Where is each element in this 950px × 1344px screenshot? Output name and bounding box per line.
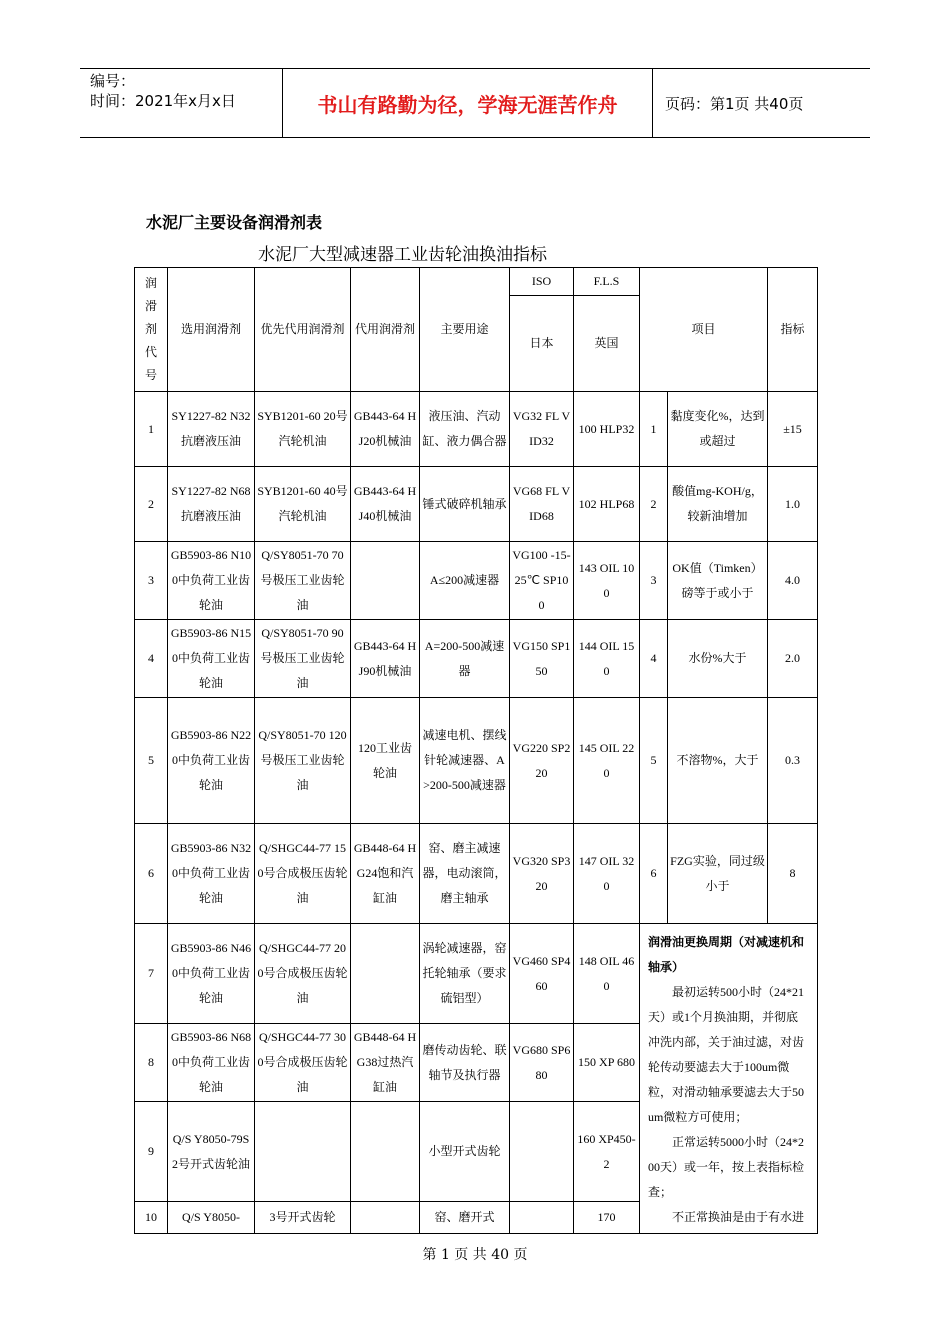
table-row: [135, 467, 818, 542]
table-row: [135, 924, 818, 1024]
table-row: [135, 698, 818, 824]
cell-selected: GB5903-86 N220中负荷工业齿轮油: [168, 698, 255, 824]
cell-usage: 锤式破碎机轴承: [420, 467, 510, 542]
header-japan: 日本: [510, 296, 574, 392]
cell-japan: VG150 SP150: [510, 620, 574, 698]
cell-selected: GB5903-86 N460中负荷工业齿轮油: [168, 924, 255, 1024]
oil-change-note: [640, 924, 818, 1234]
cell-uk: 150 XP 680: [574, 1024, 640, 1102]
cell-substitute: GB448-64 HG24饱和汽缸油: [351, 824, 420, 924]
cell-substitute: [351, 542, 420, 620]
cell-selected: GB5903-86 N320中负荷工业齿轮油: [168, 824, 255, 924]
cell-selected: Q/S Y8050-: [168, 1202, 255, 1234]
cell-substitute: 120工业齿轮油: [351, 698, 420, 824]
cell-substitute: [351, 1102, 420, 1202]
cell-japan: [510, 1102, 574, 1202]
header-fls: F.L.S: [574, 268, 640, 296]
cell-usage: 涡轮减速器，窑托轮轴承（要求硫铝型）: [420, 924, 510, 1024]
cell-index: 4.0: [768, 542, 818, 620]
cell-uk: 145 OIL 220: [574, 698, 640, 824]
cell-usage: 液压油、汽动缸、液力偶合器: [420, 392, 510, 467]
cell-code: 8: [135, 1024, 168, 1102]
header-page-info: 页码：第1页 共40页: [665, 94, 804, 113]
header-meta: [80, 69, 282, 137]
cell-usage: 窑、磨主减速器，电动滚筒，磨主轴承: [420, 824, 510, 924]
header-preferred: 优先代用润滑剂: [255, 268, 351, 392]
cell-uk: 147 OIL 320: [574, 824, 640, 924]
page-footer: 第 1 页 共 40 页: [422, 1247, 528, 1263]
cell-japan: VG68 FL VID68: [510, 467, 574, 542]
cell-index: 1.0: [768, 467, 818, 542]
table-row: [135, 392, 818, 467]
cell-selected: GB5903-86 N100中负荷工业齿轮油: [168, 542, 255, 620]
cell-preferred: Q/SY8051-70 90号极压工业齿轮油: [255, 620, 351, 698]
cell-substitute: GB448-64 HG38过热汽缸油: [351, 1024, 420, 1102]
cell-uk: 148 OIL 460: [574, 924, 640, 1024]
cell-japan: VG220 SP220: [510, 698, 574, 824]
cell-usage: 减速电机、摆线针轮减速器、A>200-500减速器: [420, 698, 510, 824]
note-paragraph: 正常运转5000小时（24*200天）或一年，按上表指标检查；: [648, 1135, 805, 1199]
cell-japan: [510, 1202, 574, 1234]
cell-preferred: Q/SY8051-70 120号极压工业齿轮油: [255, 698, 351, 824]
cell-preferred: Q/SHGC44-77 300号合成极压齿轮油: [255, 1024, 351, 1102]
table-header-row: [135, 268, 818, 296]
cell-substitute: [351, 924, 420, 1024]
cell-item-no: 3: [640, 542, 668, 620]
table-row: [135, 620, 818, 698]
cell-preferred: Q/SHGC44-77 150号合成极压齿轮油: [255, 824, 351, 924]
cell-selected: SY1227-82 N32抗磨液压油: [168, 392, 255, 467]
header-selected: 选用润滑剂: [168, 268, 255, 392]
cell-code: 5: [135, 698, 168, 824]
cell-code: 4: [135, 620, 168, 698]
header-iso: ISO: [510, 268, 574, 296]
cell-index: 8: [768, 824, 818, 924]
cell-usage: A=200-500减速器: [420, 620, 510, 698]
cell-uk: 100 HLP32: [574, 392, 640, 467]
cell-preferred: Q/SHGC44-77 200号合成极压齿轮油: [255, 924, 351, 1024]
cell-item-no: 4: [640, 620, 668, 698]
note-title: 润滑油更换周期（对减速机和轴承）: [648, 935, 805, 974]
cell-usage: 磨传动齿轮、联轴节及执行器: [420, 1024, 510, 1102]
table-row: [135, 824, 818, 924]
cell-index: ±15: [768, 392, 818, 467]
header-slogan: 书山有路勤为径，学海无涯苦作舟: [282, 69, 653, 137]
cell-uk: 170: [574, 1202, 640, 1234]
cell-usage: 窑、磨开式: [420, 1202, 510, 1234]
cell-usage: A≤200减速器: [420, 542, 510, 620]
cell-item: 水份%大于: [668, 620, 768, 698]
header-usage: 主要用途: [420, 268, 510, 392]
cell-japan: VG32 FL VID32: [510, 392, 574, 467]
cell-preferred: SYB1201-60 20号汽轮机油: [255, 392, 351, 467]
header-item: 项目: [640, 268, 768, 392]
cell-preferred: SYB1201-60 40号汽轮机油: [255, 467, 351, 542]
cell-uk: 160 XP450-2: [574, 1102, 640, 1202]
cell-item: 不溶物%，大于: [668, 698, 768, 824]
cell-item: 酸值mg-KOH/g，较新油增加: [668, 467, 768, 542]
table-row: [135, 542, 818, 620]
cell-code: 3: [135, 542, 168, 620]
cell-code: 1: [135, 392, 168, 467]
cell-item: 黏度变化%，达到或超过: [668, 392, 768, 467]
cell-uk: 143 OIL 100: [574, 542, 640, 620]
cell-uk: 102 HLP68: [574, 467, 640, 542]
document-title: 水泥厂主要设备润滑剂表: [146, 213, 323, 232]
cell-item-no: 1: [640, 392, 668, 467]
cell-item: FZG实验，同过级小于: [668, 824, 768, 924]
cell-code: 2: [135, 467, 168, 542]
cell-item: OK值（Timken）磅等于或小于: [668, 542, 768, 620]
page-header: [80, 68, 870, 138]
cell-item-no: 2: [640, 467, 668, 542]
cell-preferred: 3号开式齿轮: [255, 1202, 351, 1234]
cell-selected: GB5903-86 N680中负荷工业齿轮油: [168, 1024, 255, 1102]
cell-japan: VG680 SP680: [510, 1024, 574, 1102]
cell-uk: 144 OIL 150: [574, 620, 640, 698]
cell-index: 0.3: [768, 698, 818, 824]
cell-index: 2.0: [768, 620, 818, 698]
header-code: 润滑剂代号: [135, 268, 168, 392]
cell-substitute: [351, 1202, 420, 1234]
cell-item-no: 5: [640, 698, 668, 824]
header-index: 指标: [768, 268, 818, 392]
lubricant-table: [134, 267, 818, 1234]
cell-selected: Q/S Y8050-79S 2号开式齿轮油: [168, 1102, 255, 1202]
cell-code: 7: [135, 924, 168, 1024]
cell-preferred: Q/SY8051-70 70号极压工业齿轮油: [255, 542, 351, 620]
cell-japan: VG320 SP320: [510, 824, 574, 924]
table-title: 水泥厂大型减速器工业齿轮油换油指标: [258, 245, 547, 265]
cell-substitute: GB443-64 HJ20机械油: [351, 392, 420, 467]
cell-code: 6: [135, 824, 168, 924]
cell-preferred: [255, 1102, 351, 1202]
cell-code: 10: [135, 1202, 168, 1234]
note-paragraph: 不正常换油是由于有水进: [672, 1210, 805, 1224]
header-uk: 英国: [574, 296, 640, 392]
header-substitute: 代用润滑剂: [351, 268, 420, 392]
cell-selected: GB5903-86 N150中负荷工业齿轮油: [168, 620, 255, 698]
cell-substitute: GB443-64 HJ40机械油: [351, 467, 420, 542]
cell-code: 9: [135, 1102, 168, 1202]
cell-usage: 小型开式齿轮: [420, 1102, 510, 1202]
document-number-label: 编号：: [90, 72, 136, 90]
document-time-label: 时间：2021年x月x日: [90, 92, 236, 110]
cell-selected: SY1227-82 N68抗磨液压油: [168, 467, 255, 542]
cell-item-no: 6: [640, 824, 668, 924]
cell-japan: VG100 -15-25℃ SP100: [510, 542, 574, 620]
cell-japan: VG460 SP460: [510, 924, 574, 1024]
note-paragraph: 最初运转500小时（24*21天）或1个月换油期，并彻底冲洗内部，关于油过滤，对齿轮传动要滤去大于100um微粒，对滑动轴承要滤去大于50um微粒方可使用；: [648, 985, 805, 1124]
cell-substitute: GB443-64 HJ90机械油: [351, 620, 420, 698]
